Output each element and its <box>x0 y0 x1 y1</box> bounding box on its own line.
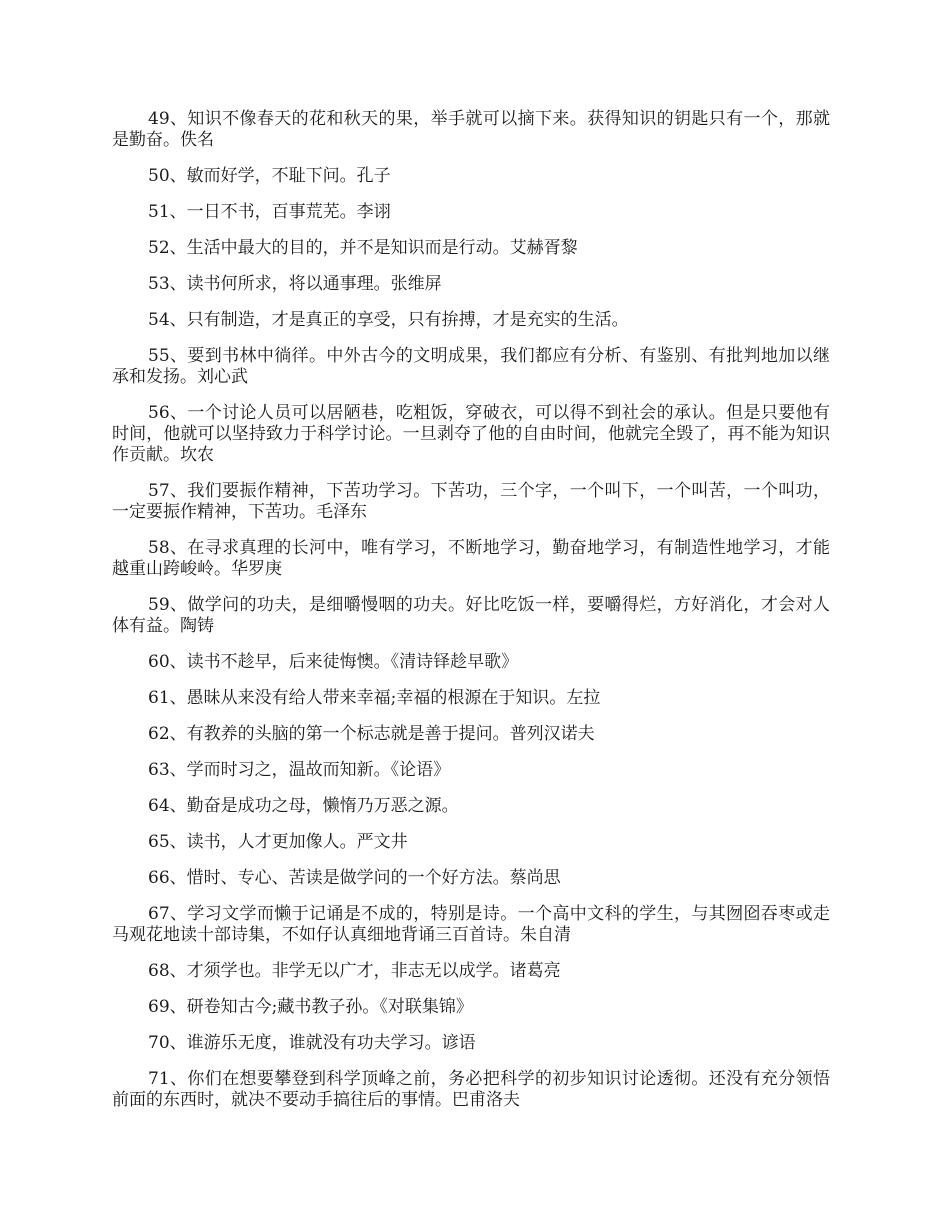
quote-paragraph-50: 50、敏而好学，不耻下问。孔子 <box>148 166 391 186</box>
quote-paragraph-52: 52、生活中最大的目的，并不是知识而是行动。艾赫胥黎 <box>148 238 578 258</box>
quote-paragraph-51: 51、一日不书，百事荒芜。李诩 <box>148 202 391 222</box>
quote-paragraph-61: 61、愚昧从来没有给人带来幸福;幸福的根源在于知识。左拉 <box>148 688 601 708</box>
quote-paragraph-66: 66、惜时、专心、苦读是做学问的一个好方法。蔡尚思 <box>148 868 561 888</box>
quote-paragraph-69: 69、研卷知古今;藏书教子孙。《对联集锦》 <box>148 997 473 1017</box>
quote-paragraph-55: 55、要到书林中徜徉。中外古今的文明成果，我们都应有分析、有鉴别、有批判地加以继承和发扬。刘心武 <box>112 346 830 387</box>
quote-paragraph-57: 57、我们要振作精神，下苦功学习。下苦功，三个字，一个叫下，一个叫苦，一个叫功，一定要振作精神，下苦功。毛泽东 <box>112 481 830 522</box>
quote-paragraph-70: 70、谁游乐无度，谁就没有功夫学习。谚语 <box>148 1033 476 1053</box>
quote-paragraph-54: 54、只有制造，才是真正的享受，只有拚搏，才是充实的生活。 <box>148 310 629 330</box>
quote-paragraph-64: 64、勤奋是成功之母，懒惰乃万恶之源。 <box>148 796 459 816</box>
quote-paragraph-60: 60、读书不趁早，后来徒悔懊。《清诗铎趁早歌》 <box>148 652 519 672</box>
quote-paragraph-65: 65、读书，人才更加像人。严文井 <box>148 832 408 852</box>
quote-paragraph-59: 59、做学问的功夫，是细嚼慢咽的功夫。好比吃饭一样，要嚼得烂，方好消化，才会对人体有益。陶铸 <box>112 595 830 636</box>
quote-paragraph-71: 71、你们在想要攀登到科学顶峰之前，务必把科学的初步知识讨论透彻。还没有充分领悟前面的东西时，就决不要动手搞往后的事情。巴甫洛夫 <box>112 1069 830 1110</box>
quote-paragraph-49: 49、知识不像春天的花和秋天的果，举手就可以摘下来。获得知识的钥匙只有一个，那就是勤奋。佚名 <box>112 109 830 150</box>
quote-paragraph-56: 56、一个讨论人员可以居陋巷，吃粗饭，穿破衣，可以得不到社会的承认。但是只要他有时间，他就可以坚持致力于科学讨论。一旦剥夺了他的自由时间，他就完全毁了，再不能为知识作贡献。坎农 <box>112 403 830 465</box>
quote-paragraph-68: 68、才须学也。非学无以广才，非志无以成学。诸葛亮 <box>148 961 561 981</box>
quote-paragraph-58: 58、在寻求真理的长河中，唯有学习，不断地学习，勤奋地学习，有制造性地学习，才能越重山跨峻岭。华罗庚 <box>112 538 830 579</box>
quote-paragraph-53: 53、读书何所求，将以通事理。张维屏 <box>148 274 442 294</box>
document-page <box>112 109 830 1126</box>
quote-paragraph-62: 62、有教养的头脑的第一个标志就是善于提问。普列汉诺夫 <box>148 724 595 744</box>
quote-paragraph-67: 67、学习文学而懒于记诵是不成的，特别是诗。一个高中文科的学生，与其囫囵吞枣或走马观花地读十部诗集，不如仔认真细地背诵三百首诗。朱自清 <box>112 904 830 945</box>
quote-paragraph-63: 63、学而时习之，温故而知新。《论语》 <box>148 760 451 780</box>
